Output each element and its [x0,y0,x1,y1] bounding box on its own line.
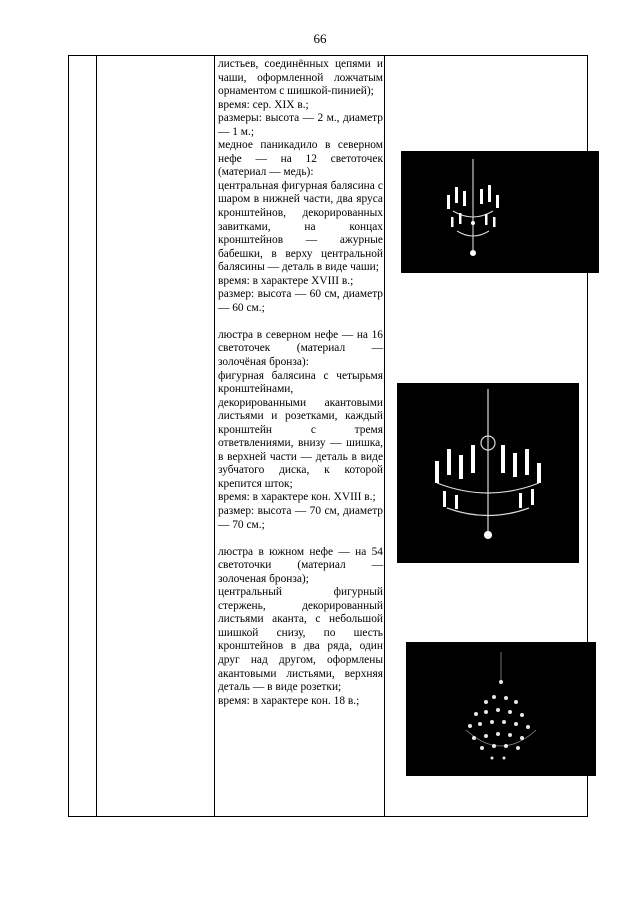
description-line: медное паникадило в северном нефе — на 12 светоточек (материал — медь): [218,139,383,179]
description-line: размер: высота — 70 см, диаметр — 70 см.; [218,505,383,531]
description-line: фигурная балясина с четырьмя кронштейнами, декорированными акантовыми листьями и розетками, каждый кронштейн с тремя ответвлениями, внизу — шишка, в верхней части — деталь в виде зубчатого диска, к которой крепится шток; [218,369,383,490]
description-line: листьев, соединённых цепями и чаши, оформленной ложчатым орнаментом с шишкой-пинией); [218,58,383,98]
description-table [68,55,588,817]
column-divider-1 [96,56,97,816]
description-line: размеры: высота — 2 м., диаметр — 1 м.; [218,112,383,138]
description-line: люстра в северном нефе — на 16 светоточек (материал — золочёная бронза): [218,328,383,368]
entry-chandelier-16 [218,329,383,532]
description-line: размер: высота — 60 см, диаметр — 60 см.; [218,288,383,314]
description-cell [218,58,383,708]
description-line: люстра в южном нефе — на 54 светоточки (материал — золоченая бронза); [218,545,383,585]
chandelier-photo-copper [401,151,599,273]
entry-chandelier-54 [218,546,383,709]
description-line: время: в характере кон. 18 в.; [218,694,360,707]
description-line: центральный фигурный стержень, декорированный листьями аканта, с небольшой шишкой снизу, по шесть кронштейнов в два ряда, один друг над другом, оформлены акантовыми листьями, верхняя деталь — в виде розетки; [218,586,383,694]
page-number: 66 [313,31,327,46]
entry-chandelier-continued [218,58,383,315]
description-line: время: в характере кон. XVIII в.; [218,491,376,504]
column-divider-3 [384,56,385,816]
chandelier-photo-54 [406,642,596,776]
description-line: центральная фигурная балясина с шаром в нижней части, два яруса кронштейнов, декорированных завитками, на концах кронштейнов — ажурные бабешки, в верху центральной балясины — деталь в виде чаши; [218,179,383,274]
description-line: время: в характере XVIII в.; [218,274,354,287]
description-line: время: сер. XIX в.; [218,98,309,111]
chandelier-photo-16 [397,383,579,563]
column-divider-2 [214,56,215,816]
